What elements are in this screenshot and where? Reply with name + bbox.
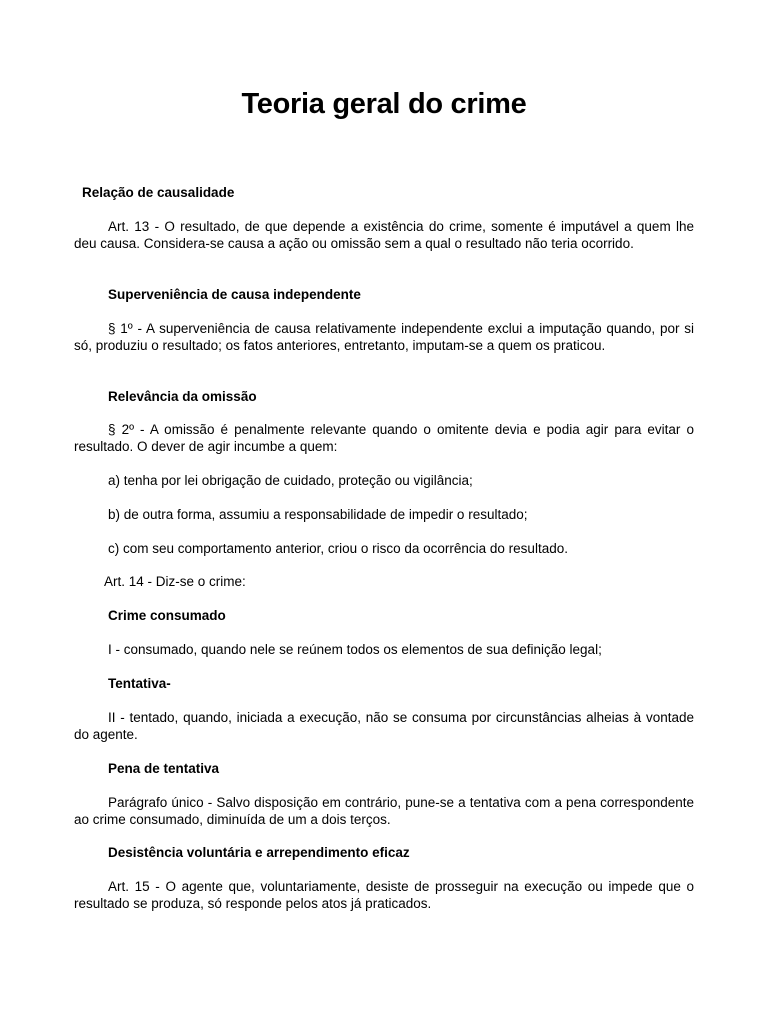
heading-tentativa: Tentativa- [108, 676, 171, 691]
paragraph-item-i: I - consumado, quando nele se reúnem todos os elementos de sua definição legal; [108, 642, 602, 657]
heading-relacao-causalidade: Relação de causalidade [82, 185, 235, 200]
heading-desistencia: Desistência voluntária e arrependimento eficaz [108, 845, 410, 860]
paragraph-item-a: a) tenha por lei obrigação de cuidado, proteção ou vigilância; [108, 473, 473, 488]
paragraph-item-ii: II - tentado, quando, iniciada a execução, não se consuma por circunstâncias alheias à vontade do agente. [74, 710, 694, 742]
paragraph-item-c: c) com seu comportamento anterior, criou o risco da ocorrência do resultado. [108, 541, 568, 556]
heading-superveniencia: Superveniência de causa independente [108, 287, 361, 302]
document-title: Teoria geral do crime [241, 88, 527, 120]
heading-pena-tentativa: Pena de tentativa [108, 761, 220, 776]
paragraph-par-2: § 2º - A omissão é penalmente relevante quando o omitente devia e podia agir para evitar o resultado. O dever de agir incumbe a quem: [74, 422, 694, 454]
heading-crime-consumado: Crime consumado [108, 608, 226, 623]
paragraph-item-b: b) de outra forma, assumiu a responsabilidade de impedir o resultado; [108, 507, 528, 522]
paragraph-par-1: § 1º - A superveniência de causa relativamente independente exclui a imputação quando, por si só, produziu o resultado; os fatos anteriores, entretanto, imputam-se a quem os praticou. [74, 321, 694, 353]
paragraph-art-13: Art. 13 - O resultado, de que depende a existência do crime, somente é imputável a quem lhe deu causa. Considera-se causa a ação ou omissão sem a qual o resultado não teria ocorrido. [74, 219, 694, 251]
heading-relevancia-omissao: Relevância da omissão [108, 389, 257, 404]
paragraph-art-14: Art. 14 - Diz-se o crime: [104, 574, 246, 589]
paragraph-art-15: Art. 15 - O agente que, voluntariamente, desiste de prosseguir na execução ou impede que o resultado se produza, só responde pelos atos já praticados. [74, 879, 694, 911]
paragraph-paragrafo-unico: Parágrafo único - Salvo disposição em contrário, pune-se a tentativa com a pena correspondente ao crime consumado, diminuída de um a dois terços. [74, 795, 694, 827]
